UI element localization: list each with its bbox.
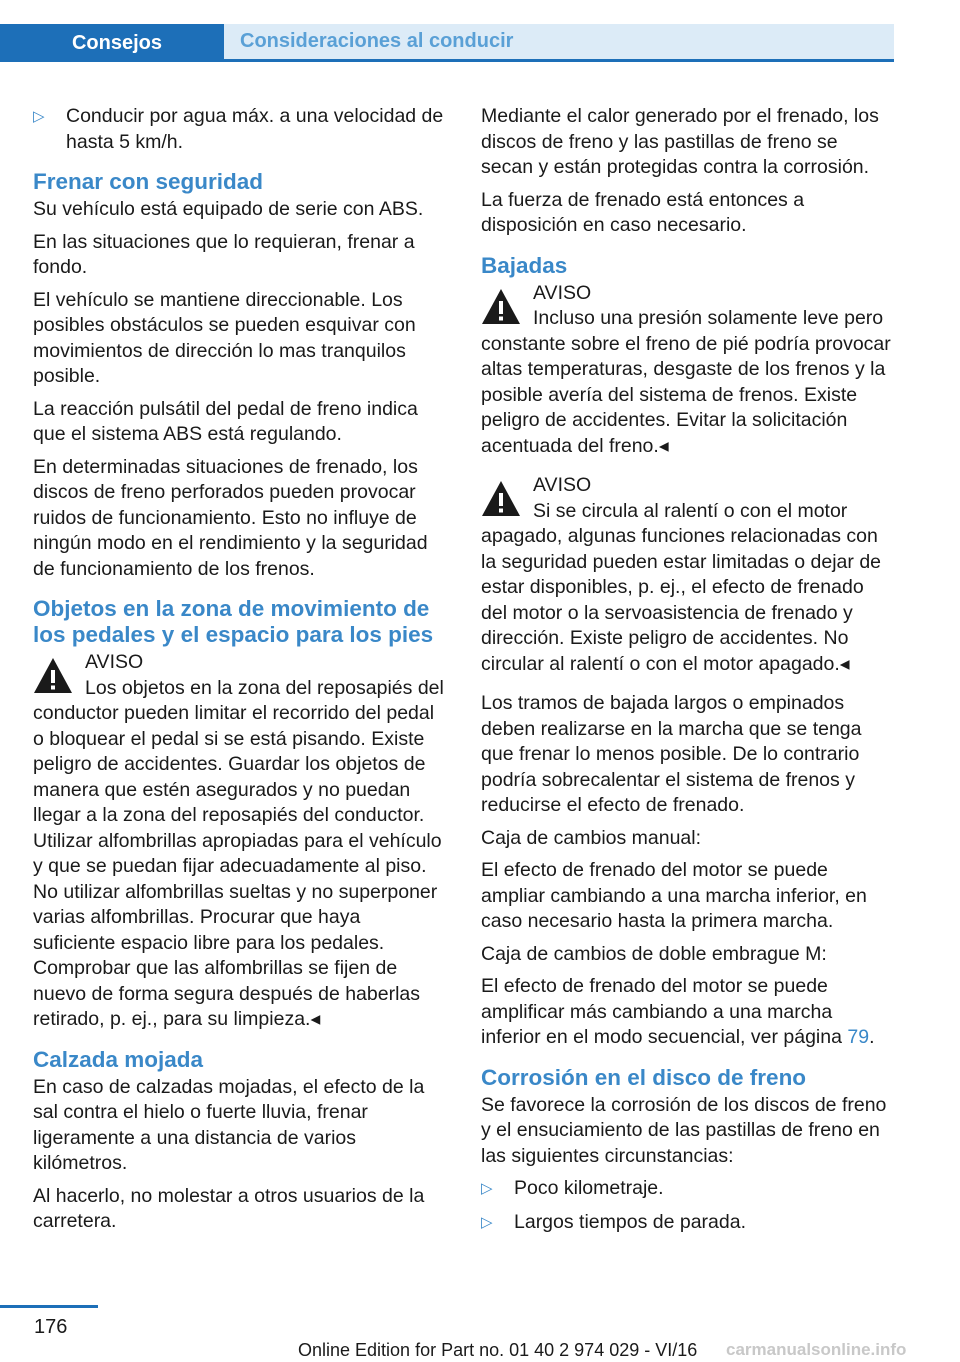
chapter-tab[interactable]: Consejos xyxy=(0,24,224,62)
warning-triangle-icon xyxy=(33,656,73,696)
list-item xyxy=(481,1210,895,1236)
bullet-triangle-icon: ▷ xyxy=(481,1213,493,1231)
warning-block xyxy=(33,650,447,1033)
heading-disc-corrosion: Corrosión en el disco de freno xyxy=(481,1064,807,1090)
paragraph: Se favorece la corrosión de los discos de freno y el ensuciamiento de las pastillas de freno en las siguientes circunstancias: xyxy=(481,1093,887,1167)
warning-triangle-icon xyxy=(481,479,521,519)
page-number: 176 xyxy=(34,1316,68,1338)
paragraph: La fuerza de frenado está entonces a disposición en caso necesario. xyxy=(481,188,805,236)
paragraph: Al hacerlo, no molestar a otros usuarios de la carretera. xyxy=(33,1184,425,1232)
header-divider xyxy=(224,59,894,62)
bullet-triangle-icon: ▷ xyxy=(481,1180,493,1197)
warning-text: Incluso una presión solamente leve pero constante sobre el freno de pié podría provocar altas temperaturas, desgaste de los frenos y la posible avería del sistema de frenos. Existe peligro de accidentes. Evitar la solicitación acentuada del freno. xyxy=(481,307,891,457)
page-reference-link[interactable]: 79 xyxy=(847,1026,870,1048)
list-item-text: Conducir por agua máx. a una velocidad de hasta 5 km/h. xyxy=(66,105,444,153)
paragraph: Caja de cambios manual: xyxy=(481,826,702,849)
warning-title: AVISO xyxy=(85,651,144,673)
warning-text: Si se circula al ralentí o con el motor apagado, algunas funciones relacionadas con la seguridad pueden estar limitadas o dejar de estar disponibles, p. ej., el efecto de frenado del motor o la servoasistencia de frenado y dirección. Existe peligro de accidentes. No circular al ralentí o con el motor apagado. xyxy=(481,499,882,675)
section-tab[interactable]: Consideraciones al conducir xyxy=(224,24,894,59)
warning-text: Los objetos en la zona del reposapiés del conductor pueden limitar el recorrido del pedal o bloquear el pedal si se está pisando. Existe peligro de accidentes. Guardar los objetos de manera que estén asegurados y no puedan llegar a la zona del reposapiés del conductor. Utilizar alfombrillas apropiadas para el vehículo y que se puedan fijar adecuadamente al piso. No utilizar alfombrillas sueltas y no superponer varias alfombrillas. Procurar que haya suficiente espacio libre para los pedales. Comprobar que las alfombrillas se fijen de nuevo de forma segura después de haberlas retirado, p. ej., para su limpieza. xyxy=(33,676,444,1030)
paragraph: Mediante el calor generado por el frenado, los discos de freno y las pastillas de freno se secan y están protegidas contra la corrosión. xyxy=(481,105,879,178)
footer-divider xyxy=(0,1305,98,1308)
paragraph: En las situaciones que lo requieran, frenar a fondo. xyxy=(33,230,415,278)
paragraph-text: El efecto de frenado del motor se puede amplificar más cambiando a una marcha inferior en el modo secuencial, ver página xyxy=(481,975,842,1048)
list-item xyxy=(33,104,447,155)
list-item-text: Largos tiempos de parada. xyxy=(514,1210,746,1233)
right-column xyxy=(481,104,895,1243)
paragraph: Su vehículo está equipado de serie con ABS. xyxy=(33,198,424,220)
end-mark-icon: ◂ xyxy=(839,652,850,675)
paragraph: El efecto de frenado del motor se puede ampliar cambiando a una marcha inferior, en caso necesario hasta la primera marcha. xyxy=(481,859,867,932)
edition-text: Online Edition for Part no. 01 40 2 974 029 - VI/16 xyxy=(298,1340,698,1360)
paragraph: La reacción pulsátil del pedal de freno indica que el sistema ABS está regulando. xyxy=(33,397,418,445)
paragraph: En caso de calzadas mojadas, el efecto de la sal contra el hielo o fuerte lluvia, frenar ligeramente a una distancia de varios kilómetros. xyxy=(33,1075,425,1174)
bullet-triangle-icon: ▷ xyxy=(33,108,45,125)
paragraph: El efecto de frenado del motor se puede amplificar más cambiando a una marcha inferior en el modo secuencial, ver página 79. xyxy=(481,975,875,1048)
heading-objects-pedals: Objetos en la zona de movimiento de los pedales y el espacio para los pies xyxy=(33,596,434,647)
list-item-text: Poco kilometraje. xyxy=(514,1177,664,1199)
paragraph: El vehículo se mantiene direccionable. Los posibles obstáculos se pueden esquivar con movimientos de dirección lo mas tranquilos posible. xyxy=(33,288,416,387)
paragraph: Los tramos de bajada largos o empinados deben realizarse en la marcha que se tenga que frenar lo menos posible. De lo contrario podría sobrecalentar el sistema de frenos y reducirse el efecto de frenado. xyxy=(481,692,862,816)
warning-block xyxy=(481,473,895,677)
warning-title: AVISO xyxy=(533,281,592,304)
watermark: carmanualsonline.info xyxy=(726,1340,907,1359)
page-header xyxy=(0,0,894,62)
heading-downhill: Bajadas xyxy=(481,252,568,278)
warning-triangle-icon xyxy=(481,287,521,327)
paragraph: En determinadas situaciones de frenado, los discos de freno perforados pueden provocar ruidos de funcionamiento. Esto no influye de ningún modo en el rendimiento y la seguridad de funcionamiento de los frenos. xyxy=(33,455,428,580)
heading-wet-road: Calzada mojada xyxy=(33,1046,204,1072)
warning-block xyxy=(481,281,895,460)
end-mark-icon: ◂ xyxy=(658,434,669,457)
left-column xyxy=(33,104,447,1242)
paragraph: Caja de cambios de doble embrague M: xyxy=(481,942,827,965)
warning-title: AVISO xyxy=(533,474,592,496)
end-mark-icon: ◂ xyxy=(310,1008,321,1030)
heading-safe-braking: Frenar con seguridad xyxy=(33,169,264,194)
list-item xyxy=(481,1176,895,1202)
